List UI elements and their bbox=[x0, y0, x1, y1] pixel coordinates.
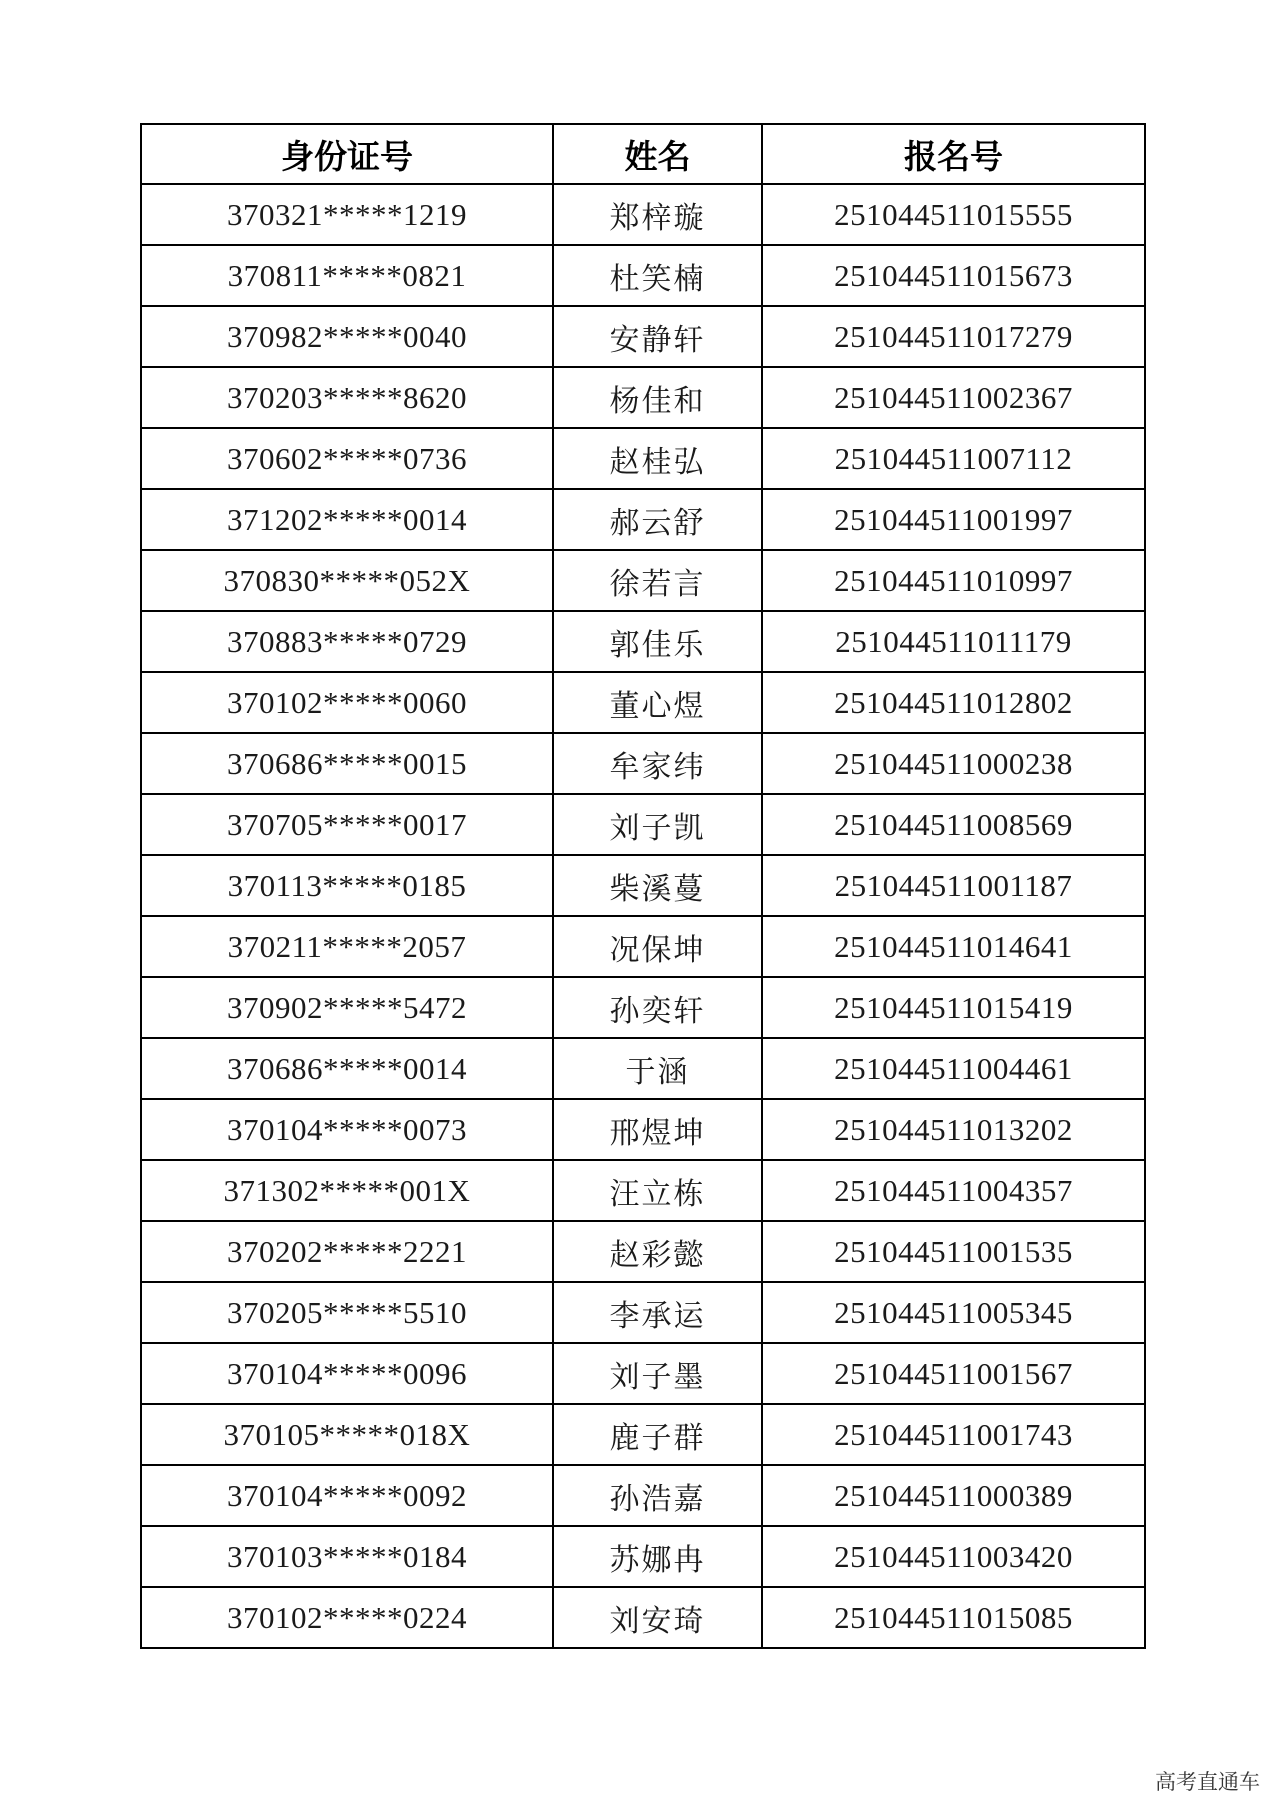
registration-number-cell: 251044511011179 bbox=[762, 611, 1145, 672]
id-number-cell: 370205*****5510 bbox=[141, 1282, 553, 1343]
table-row bbox=[141, 428, 1145, 489]
name-cell: 董心煜 bbox=[553, 672, 762, 733]
id-number-cell: 370104*****0092 bbox=[141, 1465, 553, 1526]
id-number-cell: 370686*****0014 bbox=[141, 1038, 553, 1099]
header-row bbox=[141, 124, 1145, 184]
id-number-cell: 370103*****0184 bbox=[141, 1526, 553, 1587]
registration-number-cell: 251044511007112 bbox=[762, 428, 1145, 489]
name-cell: 赵桂弘 bbox=[553, 428, 762, 489]
name-cell: 柴溪蔓 bbox=[553, 855, 762, 916]
registration-number-cell: 251044511001743 bbox=[762, 1404, 1145, 1465]
name-cell: 于涵 bbox=[553, 1038, 762, 1099]
table-row bbox=[141, 1343, 1145, 1404]
header-name: 姓名 bbox=[553, 124, 762, 184]
id-number-cell: 370202*****2221 bbox=[141, 1221, 553, 1282]
registration-number-cell: 251044511015419 bbox=[762, 977, 1145, 1038]
registration-number-cell: 251044511000389 bbox=[762, 1465, 1145, 1526]
table-row bbox=[141, 1038, 1145, 1099]
registration-number-cell: 251044511015085 bbox=[762, 1587, 1145, 1648]
registration-number-cell: 251044511017279 bbox=[762, 306, 1145, 367]
table-row bbox=[141, 672, 1145, 733]
name-cell: 孙浩嘉 bbox=[553, 1465, 762, 1526]
header-registration-number: 报名号 bbox=[762, 124, 1145, 184]
registration-number-cell: 251044511010997 bbox=[762, 550, 1145, 611]
id-number-cell: 370102*****0060 bbox=[141, 672, 553, 733]
table-row bbox=[141, 306, 1145, 367]
header-id-number: 身份证号 bbox=[141, 124, 553, 184]
id-number-cell: 370811*****0821 bbox=[141, 245, 553, 306]
table-row bbox=[141, 1404, 1145, 1465]
table-body bbox=[141, 184, 1145, 1648]
id-number-cell: 370982*****0040 bbox=[141, 306, 553, 367]
table-row bbox=[141, 1160, 1145, 1221]
registration-number-cell: 251044511001997 bbox=[762, 489, 1145, 550]
name-cell: 牟家纬 bbox=[553, 733, 762, 794]
id-number-cell: 370602*****0736 bbox=[141, 428, 553, 489]
registration-number-cell: 251044511000238 bbox=[762, 733, 1145, 794]
id-number-cell: 370321*****1219 bbox=[141, 184, 553, 245]
registration-number-cell: 251044511004461 bbox=[762, 1038, 1145, 1099]
name-cell: 刘子凯 bbox=[553, 794, 762, 855]
table-row bbox=[141, 611, 1145, 672]
table-header bbox=[141, 124, 1145, 184]
name-cell: 刘子墨 bbox=[553, 1343, 762, 1404]
table-row bbox=[141, 489, 1145, 550]
id-number-cell: 370104*****0096 bbox=[141, 1343, 553, 1404]
registration-number-cell: 251044511005345 bbox=[762, 1282, 1145, 1343]
name-cell: 李承运 bbox=[553, 1282, 762, 1343]
registration-number-cell: 251044511001567 bbox=[762, 1343, 1145, 1404]
watermark-text: 高考直通车 bbox=[1155, 1770, 1260, 1794]
name-cell: 徐若言 bbox=[553, 550, 762, 611]
name-cell: 苏娜冉 bbox=[553, 1526, 762, 1587]
registration-number-cell: 251044511003420 bbox=[762, 1526, 1145, 1587]
registration-number-cell: 251044511015555 bbox=[762, 184, 1145, 245]
id-number-cell: 370105*****018X bbox=[141, 1404, 553, 1465]
id-number-cell: 370705*****0017 bbox=[141, 794, 553, 855]
name-cell: 郑梓璇 bbox=[553, 184, 762, 245]
name-cell: 郭佳乐 bbox=[553, 611, 762, 672]
name-cell: 杨佳和 bbox=[553, 367, 762, 428]
table-row bbox=[141, 916, 1145, 977]
id-number-cell: 370686*****0015 bbox=[141, 733, 553, 794]
registration-number-cell: 251044511015673 bbox=[762, 245, 1145, 306]
registration-number-cell: 251044511014641 bbox=[762, 916, 1145, 977]
name-cell: 赵彩懿 bbox=[553, 1221, 762, 1282]
name-cell: 孙奕轩 bbox=[553, 977, 762, 1038]
table-row bbox=[141, 184, 1145, 245]
table-row bbox=[141, 1221, 1145, 1282]
id-number-cell: 370883*****0729 bbox=[141, 611, 553, 672]
name-cell: 邢煜坤 bbox=[553, 1099, 762, 1160]
id-number-cell: 370102*****0224 bbox=[141, 1587, 553, 1648]
id-number-cell: 370211*****2057 bbox=[141, 916, 553, 977]
registration-number-cell: 251044511001535 bbox=[762, 1221, 1145, 1282]
id-number-cell: 371202*****0014 bbox=[141, 489, 553, 550]
table-row bbox=[141, 1282, 1145, 1343]
name-cell: 况保坤 bbox=[553, 916, 762, 977]
id-number-cell: 370104*****0073 bbox=[141, 1099, 553, 1160]
table-row bbox=[141, 1465, 1145, 1526]
name-cell: 刘安琦 bbox=[553, 1587, 762, 1648]
roster-table bbox=[140, 123, 1146, 1649]
registration-number-cell: 251044511001187 bbox=[762, 855, 1145, 916]
table-row bbox=[141, 733, 1145, 794]
registration-number-cell: 251044511004357 bbox=[762, 1160, 1145, 1221]
name-cell: 汪立栋 bbox=[553, 1160, 762, 1221]
table-row bbox=[141, 794, 1145, 855]
name-cell: 杜笑楠 bbox=[553, 245, 762, 306]
table-row bbox=[141, 550, 1145, 611]
table-row bbox=[141, 367, 1145, 428]
id-number-cell: 370830*****052X bbox=[141, 550, 553, 611]
registration-number-cell: 251044511002367 bbox=[762, 367, 1145, 428]
table-row bbox=[141, 1587, 1145, 1648]
id-number-cell: 371302*****001X bbox=[141, 1160, 553, 1221]
id-number-cell: 370902*****5472 bbox=[141, 977, 553, 1038]
id-number-cell: 370113*****0185 bbox=[141, 855, 553, 916]
name-cell: 鹿子群 bbox=[553, 1404, 762, 1465]
registration-number-cell: 251044511012802 bbox=[762, 672, 1145, 733]
name-cell: 安静轩 bbox=[553, 306, 762, 367]
name-cell: 郝云舒 bbox=[553, 489, 762, 550]
table-row bbox=[141, 977, 1145, 1038]
registration-number-cell: 251044511008569 bbox=[762, 794, 1145, 855]
registration-number-cell: 251044511013202 bbox=[762, 1099, 1145, 1160]
table-row bbox=[141, 1099, 1145, 1160]
table-row bbox=[141, 245, 1145, 306]
table-row bbox=[141, 855, 1145, 916]
table-row bbox=[141, 1526, 1145, 1587]
id-number-cell: 370203*****8620 bbox=[141, 367, 553, 428]
